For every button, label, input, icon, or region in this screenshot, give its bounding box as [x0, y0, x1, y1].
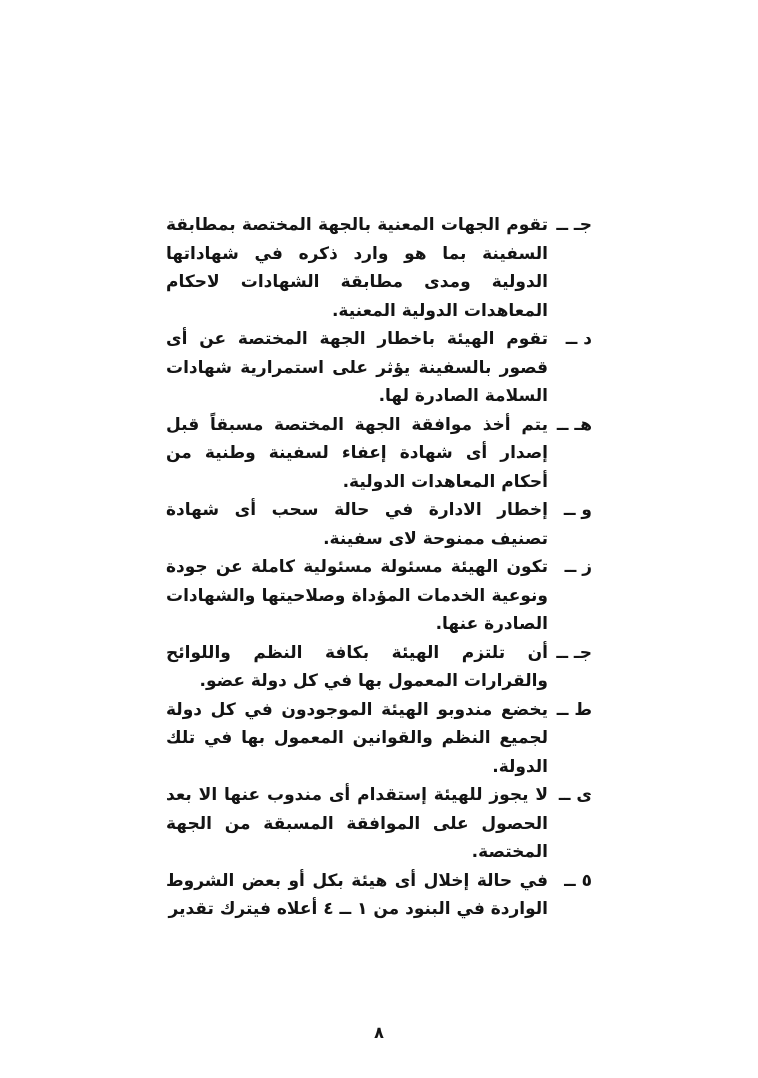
- list-item: [166, 781, 592, 867]
- list-item: [166, 553, 592, 639]
- item-label: جـ ــ: [556, 215, 592, 235]
- item-label: جـ ــ: [556, 642, 592, 663]
- page-number: ٨: [374, 1023, 384, 1042]
- item-text: تكون الهيئة مسئولة مسئولية كاملة عن جودة ونوعية الخدمات المؤداة وصلاحيتها والشهادات الصادرة عنها.: [166, 557, 548, 634]
- body-text-block: [166, 211, 592, 924]
- item-text: تقوم الجهات المعنية بالجهة المختصة بمطابقة السفينة بما هو وارد ذكره في شهاداتها الدولية ومدى مطابقة الشهادات لاحكام المعاهدات الدولية المعنية.: [166, 215, 548, 321]
- list-item: [166, 411, 592, 497]
- item-label: هـ ــ: [556, 414, 592, 435]
- item-text: لا يجوز للهيئة إستقدام أى مندوب عنها الا بعد الحصول على الموافقة المسبقة من الجهة المختصة.: [166, 785, 548, 862]
- item-label: ط ــ: [556, 699, 592, 720]
- list-item: [166, 867, 592, 924]
- item-label: د ــ: [565, 329, 592, 349]
- item-label: ٥ ــ: [564, 870, 592, 891]
- item-text: تقوم الهيئة باخطار الجهة المختصة عن أى قصور بالسفينة يؤثر على استمرارية شهادات السلامة الصادرة لها.: [166, 329, 548, 406]
- item-text: يتم أخذ موافقة الجهة المختصة مسبقاً قبل إصدار أى شهادة إعفاء لسفينة وطنية من أحكام المعاهدات الدولية.: [166, 414, 548, 492]
- item-label: و ــ: [563, 500, 592, 520]
- list-item: [166, 696, 592, 782]
- item-text: في حالة إخلال أى هيئة بكل أو بعض الشروط الواردة في البنود من ١ ــ ٤ أعلاه فيترك تقدير: [166, 870, 548, 919]
- list-item: [166, 496, 592, 553]
- list-item: [166, 211, 592, 325]
- item-text: يخضع مندوبو الهيئة الموجودون في كل دولة لجميع النظم والقوانين المعمول بها في تلك الدولة.: [166, 699, 548, 777]
- item-label: ى ــ: [558, 785, 592, 805]
- list-item: [166, 325, 592, 411]
- item-text: إخطار الادارة في حالة سحب أى شهادة تصنيف ممنوحة لاى سفينة.: [166, 500, 548, 549]
- item-text: أن تلتزم الهيئة بكافة النظم واللوائح والقرارات المعمول بها في كل دولة عضو.: [166, 642, 548, 691]
- list-item: [166, 639, 592, 696]
- item-label: ز ــ: [564, 557, 592, 577]
